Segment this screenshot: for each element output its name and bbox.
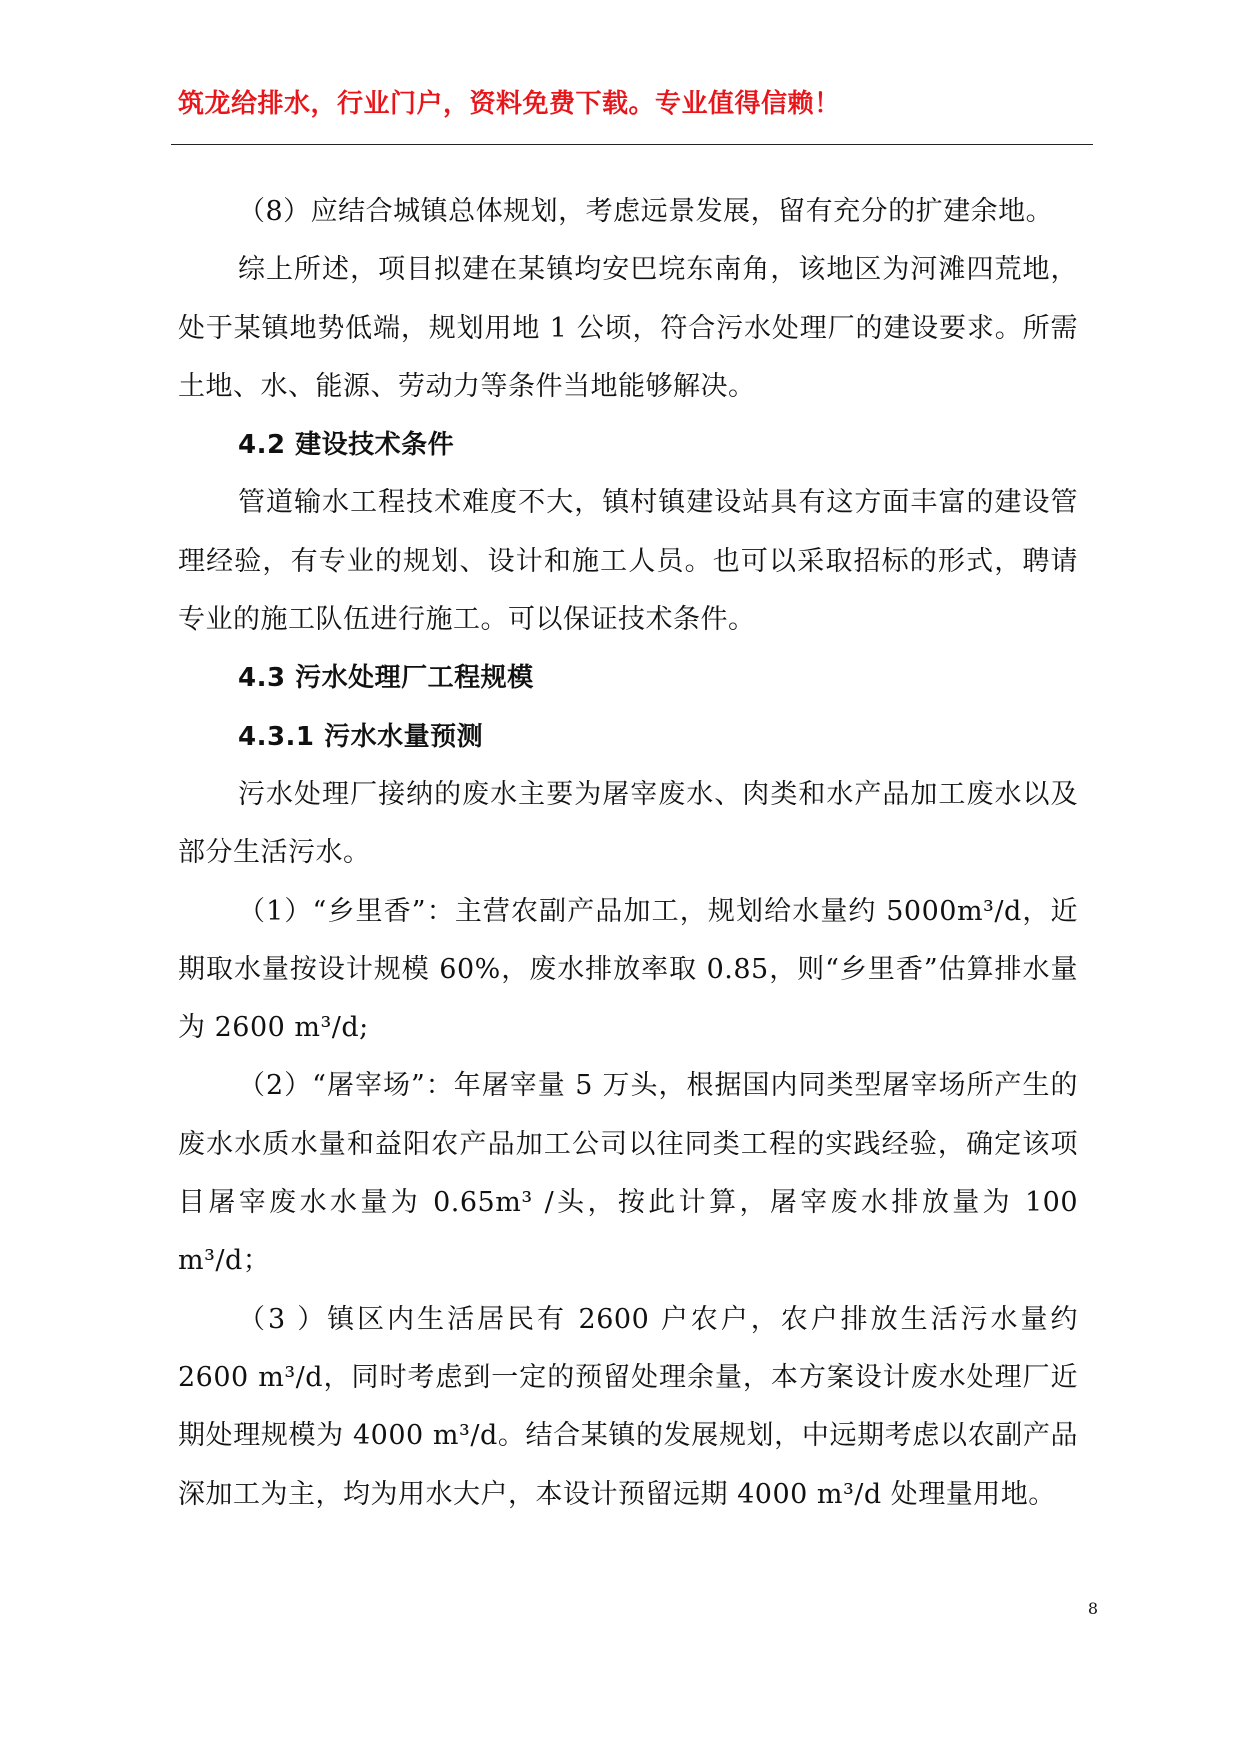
header-divider (171, 144, 1093, 145)
paragraph-item-3: （3 ）镇区内生活居民有 2600 户农户，农户排放生活污水量约 2600 m³/d，同时考虑到一定的预留处理余量，本方案设计废水处理厂近期处理规模为 4000 m³/d。结合某镇的发展规划，中远期考虑以农副产品深加工为主，均为用水大户，本设计预留远期 4000 m³/d 处理量用地。 (178, 1303, 1078, 1510)
paragraph-wastewater-sources: 污水处理厂接纳的废水主要为屠宰废水、肉类和水产品加工废水以及部分生活污水。 (178, 778, 1078, 869)
site-banner: 筑龙给排水，行业门户，资料免费下载。专业值得信赖！ (178, 89, 841, 119)
paragraph-technical-conditions: 管道输水工程技术难度不大，镇村镇建设站具有这方面丰富的建设管理经验，有专业的规划、设计和施工人员。也可以采取招标的形式，聘请专业的施工队伍进行施工。可以保证技术条件。 (178, 487, 1078, 636)
section-heading-4-2: 4.2 建设技术条件 (238, 430, 455, 461)
paragraph-criterion-8: （8）应结合城镇总体规划，考虑远景发展，留有充分的扩建余地。 (238, 196, 1054, 227)
section-heading-4-3: 4.3 污水处理厂工程规模 (238, 663, 534, 694)
section-heading-4-3-1: 4.3.1 污水水量预测 (238, 721, 484, 752)
paragraph-site-summary: 综上所述，项目拟建在某镇均安巴垸东南角，该地区为河滩四荒地，处于某镇地势低端，规划用地 1 公顷，符合污水处理厂的建设要求。所需土地、水、能源、劳动力等条件当地能够解决。 (178, 254, 1078, 402)
page-number: 8 (1087, 1599, 1098, 1618)
paragraph-item-2: （2）“屠宰场”：年屠宰量 5 万头，根据国内同类型屠宰场所产生的废水水质水量和益阳农产品加工公司以往同类工程的实践经验，确定该项目屠宰废水水量为 0.65m³ /头，按此计算，屠宰废水排放量为 100 m³/d； (178, 1070, 1078, 1277)
paragraph-item-1: （1）“乡里香”：主营农副产品加工，规划给水量约 5000m³/d，近期取水量按设计规模 60%，废水排放率取 0.85，则“乡里香”估算排水量为 2600 m³/d; (178, 895, 1078, 1044)
document-body (178, 183, 1078, 1524)
